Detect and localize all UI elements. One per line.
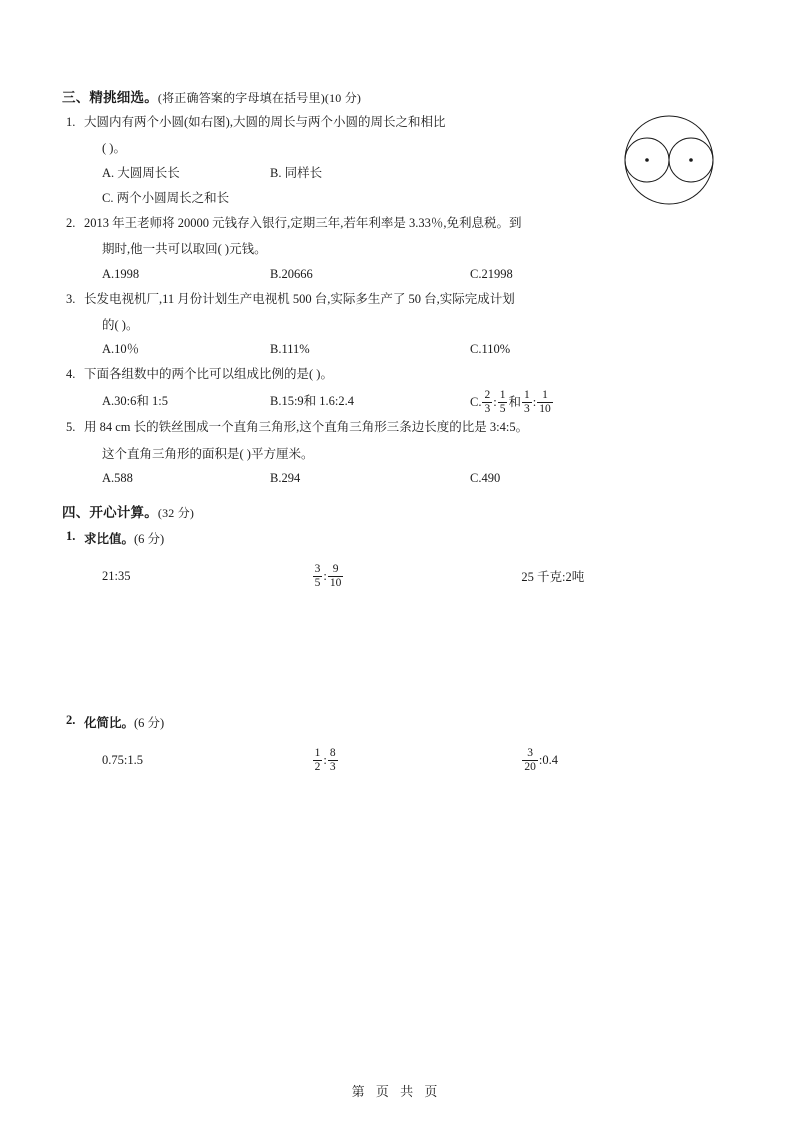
question-2-text2: 期时,他一共可以取回( )元钱。 bbox=[102, 242, 267, 257]
fraction-three-twentieths: $\frac{3}{20}$ bbox=[524, 746, 536, 773]
question-3-option-b[interactable]: B.111% bbox=[270, 342, 310, 357]
fraction-nine-tenths: $\frac{9}{10}$ bbox=[329, 562, 342, 589]
question-3-text2: 的( )。 bbox=[102, 317, 139, 332]
subquestion-2-number: 2. bbox=[66, 713, 76, 728]
question-1-option-b[interactable]: B. 同样长 bbox=[270, 165, 323, 180]
subquestion-1 bbox=[62, 529, 731, 547]
question-3-number: 3. bbox=[66, 291, 76, 306]
fraction-one-third: $\frac{1}{3}$ bbox=[523, 388, 530, 415]
option-c-prefix: C. bbox=[470, 394, 482, 409]
question-5-option-b[interactable]: B.294 bbox=[270, 471, 301, 486]
section-calculation bbox=[62, 501, 731, 777]
question-5-text2: 这个直角三角形的面积是( )平方厘米。 bbox=[102, 446, 314, 461]
fraction-one-tenth: $\frac{1}{10}$ bbox=[539, 388, 551, 415]
section-3-subtitle: (将正确答案的字母填在括号里)(10 分) bbox=[157, 91, 362, 105]
question-4-options bbox=[62, 389, 731, 416]
work-space-1 bbox=[62, 593, 731, 705]
fraction-one-fifth: $\frac{1}{5}$ bbox=[499, 388, 506, 415]
question-5-option-c[interactable]: C.490 bbox=[470, 471, 501, 486]
subquestion-2-expressions bbox=[62, 743, 731, 777]
question-4-option-c[interactable] bbox=[470, 389, 650, 416]
subquestion-1-number: 1. bbox=[66, 529, 76, 544]
question-4-text: 下面各组数中的两个比可以组成比例的是( )。 bbox=[84, 367, 333, 382]
ratio-colon: : bbox=[323, 568, 327, 583]
ratio-colon-2: : bbox=[323, 752, 327, 767]
two-small-circles-in-big-circle-figure bbox=[607, 112, 731, 208]
expression-frac-ratio-3 bbox=[521, 743, 731, 777]
question-2-text: 2013 年王老师将 20000 元钱存入银行,定期三年,若年利率是 3.33％,免利息税。到 bbox=[84, 215, 522, 230]
question-1-number: 1. bbox=[66, 115, 76, 129]
question-2-options bbox=[62, 262, 731, 287]
subquestion-2-points: (6 分) bbox=[134, 716, 165, 731]
question-3 bbox=[62, 287, 731, 311]
question-1-option-a[interactable]: A. 大圆周长长 bbox=[102, 165, 180, 180]
subquestion-1-expressions bbox=[62, 559, 731, 593]
question-5-text: 用 84 cm 长的铁丝围成一个直角三角形,这个直角三角形三条边长度的比是 3:4:5。 bbox=[84, 420, 529, 435]
question-5-options bbox=[62, 466, 731, 491]
subquestion-2-title: 化简比。 bbox=[84, 716, 135, 731]
section-3-title: 三、精挑细选。 bbox=[62, 90, 158, 105]
question-3-text: 长发电视机厂,11 月份计划生产电视机 500 台,实际多生产了 50 台,实际完成计划 bbox=[84, 291, 515, 306]
ratio-colon-3: : bbox=[538, 752, 543, 767]
subquestion-1-points: (6 分) bbox=[134, 532, 165, 547]
fraction-one-half: $\frac{1}{2}$ bbox=[314, 746, 321, 773]
fraction-three-fifths: $\frac{3}{5}$ bbox=[314, 562, 321, 589]
option-c-and: 和 bbox=[508, 394, 521, 409]
question-3-option-a[interactable]: A.10％ bbox=[102, 342, 140, 357]
section-4-heading bbox=[62, 501, 731, 521]
option-c-colon-1: : bbox=[493, 394, 497, 409]
expression-25kg-2t: 25 千克:2吨 bbox=[521, 570, 585, 585]
expression-21-35: 21:35 bbox=[102, 568, 131, 583]
question-4-option-b[interactable]: B.15:9和 1.6:2.4 bbox=[270, 393, 355, 408]
expression-075-15: 0.75:1.5 bbox=[102, 752, 143, 767]
question-4-number: 4. bbox=[66, 367, 76, 382]
ratio-tail-04: 0.4 bbox=[542, 752, 558, 767]
question-2 bbox=[62, 211, 731, 235]
fraction-eight-thirds: $\frac{8}{3}$ bbox=[329, 746, 336, 773]
question-2-option-c[interactable]: C.21998 bbox=[470, 266, 513, 281]
section-4-subtitle: (32 分) bbox=[157, 506, 195, 521]
section-3-heading bbox=[62, 86, 731, 106]
question-4 bbox=[62, 362, 731, 386]
question-2-number: 2. bbox=[66, 215, 76, 230]
question-5 bbox=[62, 415, 731, 439]
subquestion-1-title: 求比值。 bbox=[84, 532, 135, 547]
question-2-option-b[interactable]: B.20666 bbox=[270, 266, 313, 281]
question-1-text: 大圆内有两个小圆(如右图),大圆的周长与两个小圆的周长之和相比 bbox=[84, 115, 446, 129]
question-3-options bbox=[62, 337, 731, 362]
question-5-option-a[interactable]: A.588 bbox=[102, 471, 133, 486]
page-footer: 第 页 共 页 bbox=[351, 1084, 442, 1099]
expression-frac-ratio-2 bbox=[312, 743, 522, 777]
expression-frac-ratio-1 bbox=[312, 559, 522, 593]
question-3-option-c[interactable]: C.110% bbox=[470, 342, 511, 357]
question-4-option-a[interactable]: A.30:6和 1:5 bbox=[102, 393, 168, 408]
question-1-option-c[interactable]: C. 两个小圆周长之和长 bbox=[102, 190, 230, 205]
section-4-title: 四、开心计算。 bbox=[62, 505, 158, 521]
question-1-text2: ( )。 bbox=[102, 141, 126, 156]
question-2-option-a[interactable]: A.1998 bbox=[102, 266, 140, 281]
fraction-two-thirds: $\frac{2}{3}$ bbox=[484, 388, 491, 415]
question-5-number: 5. bbox=[66, 420, 76, 435]
subquestion-2 bbox=[62, 713, 731, 731]
option-c-colon-2: : bbox=[532, 394, 537, 409]
